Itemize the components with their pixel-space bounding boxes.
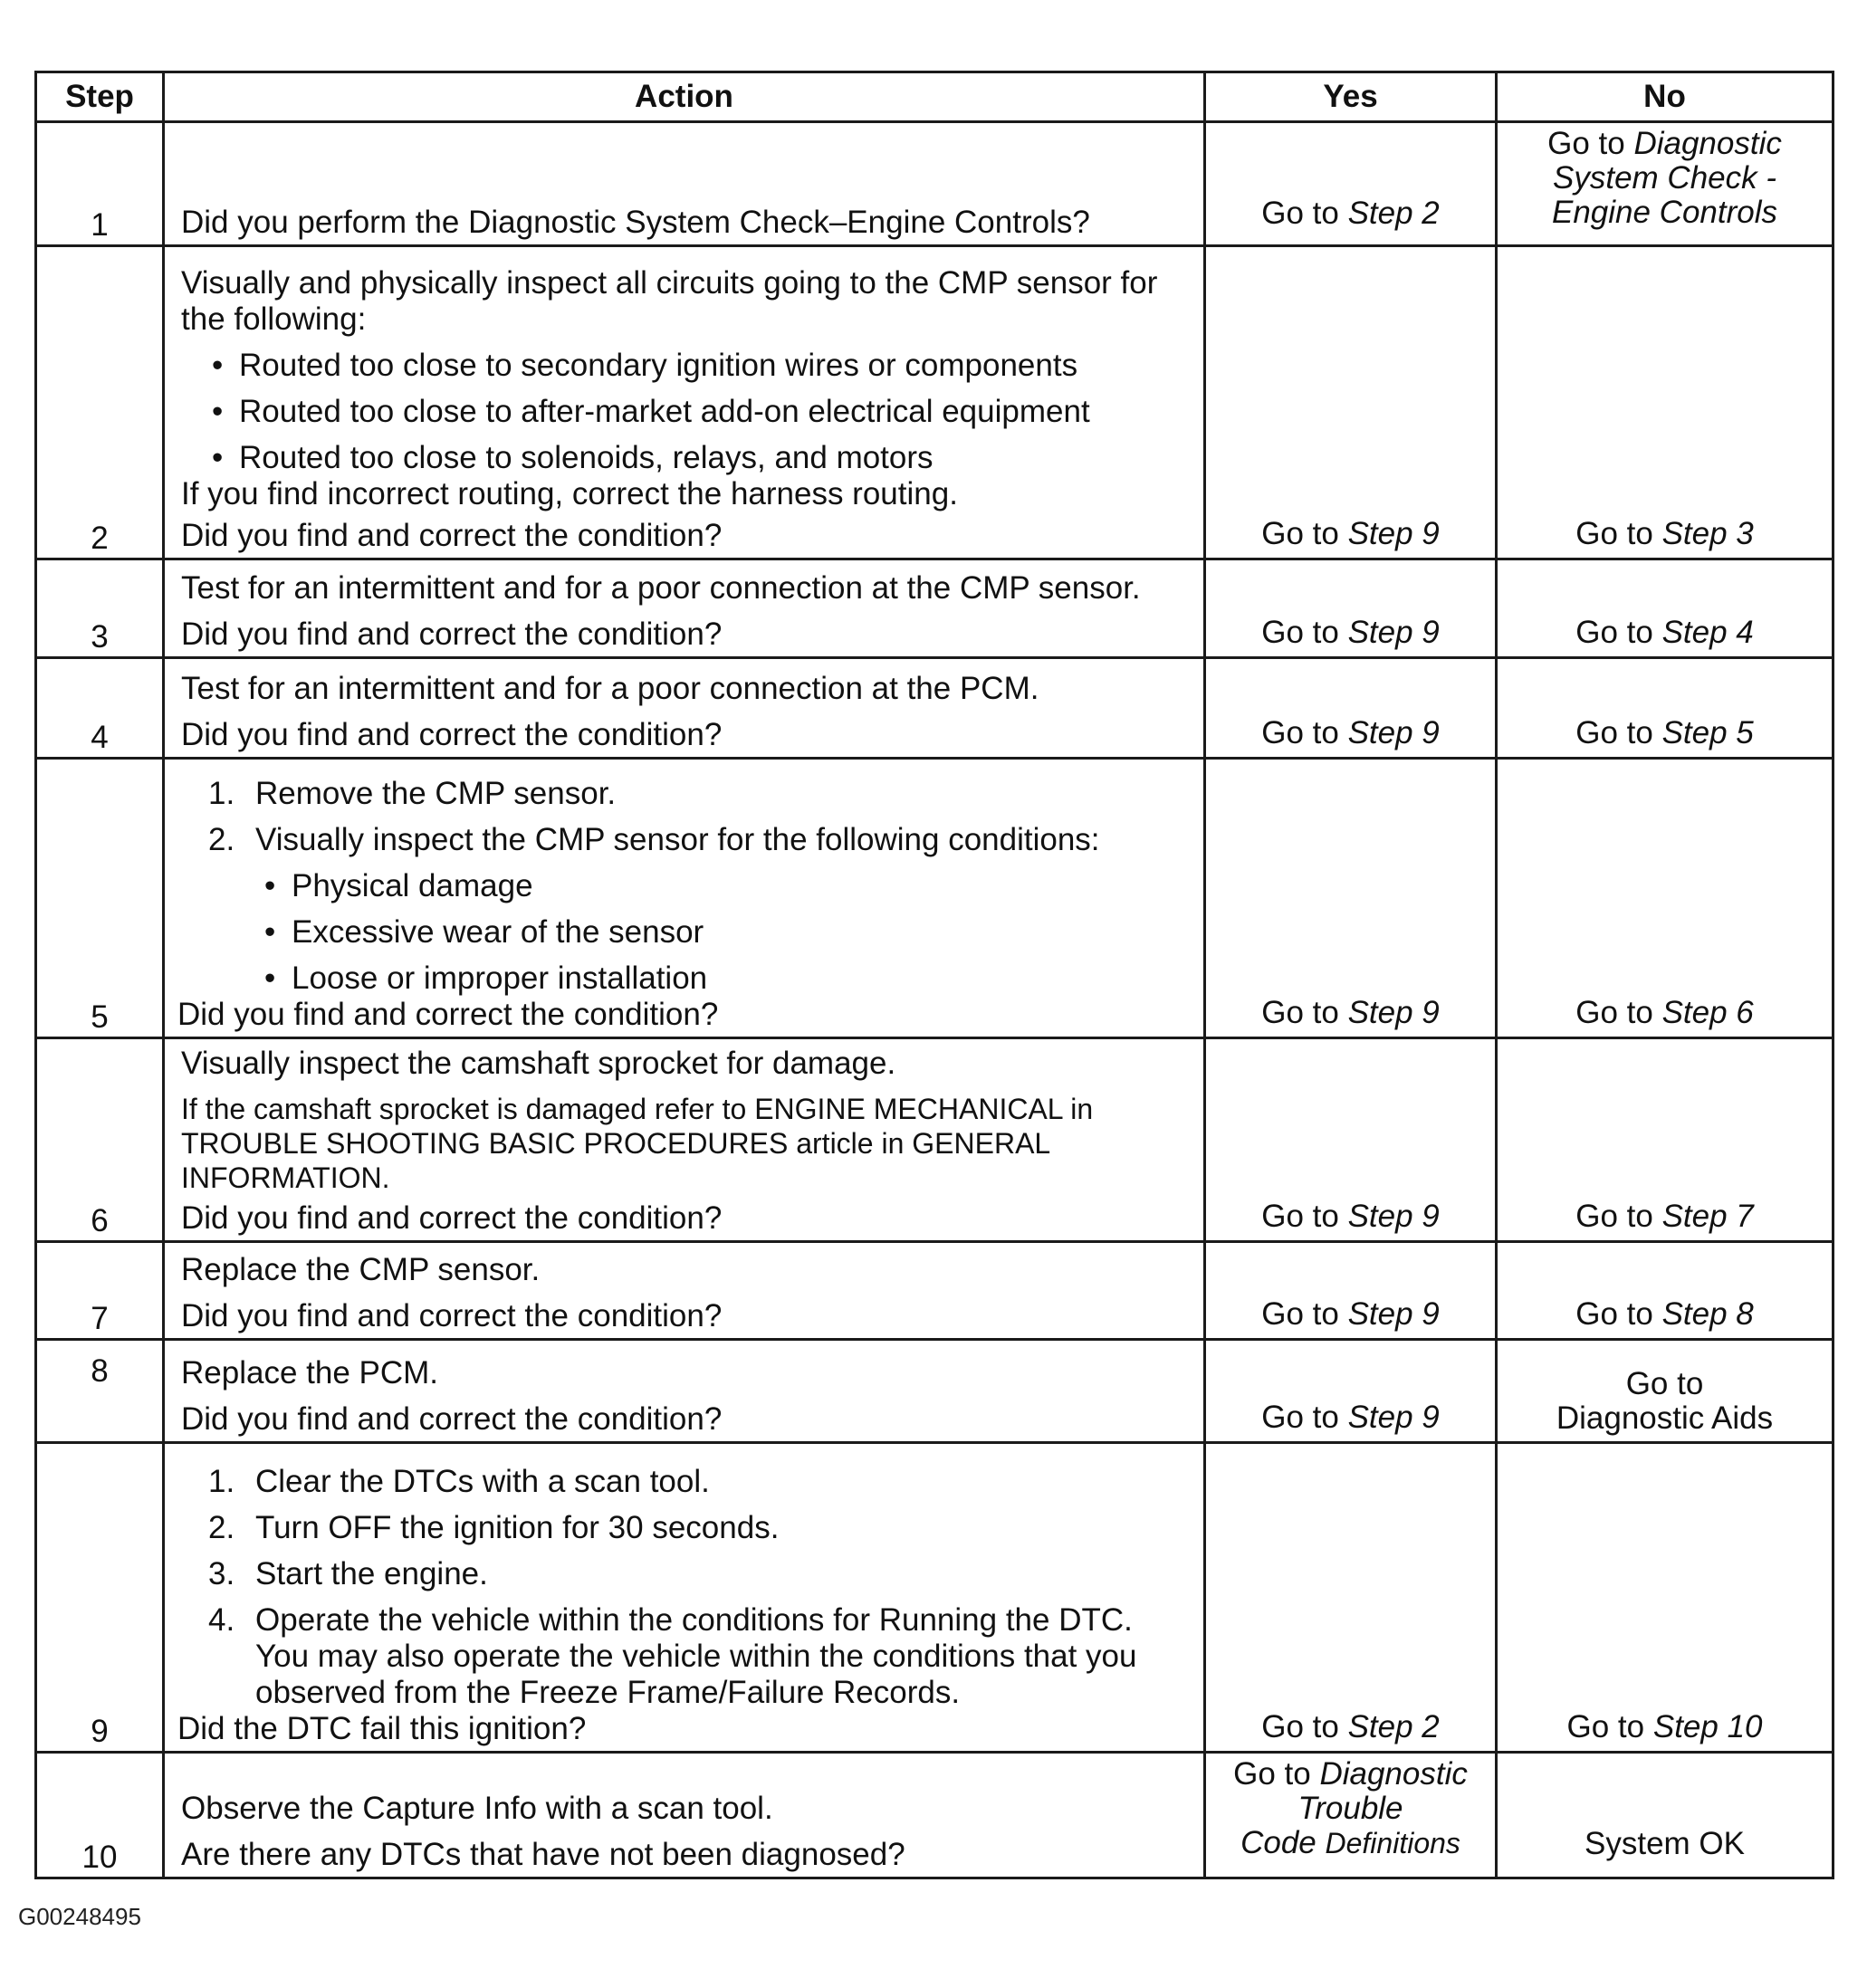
- no-step-ref: Step 7: [1661, 1199, 1754, 1234]
- item-text: Clear the DTCs with a scan tool.: [255, 1464, 710, 1499]
- header-yes: Yes: [1205, 72, 1497, 122]
- numbered-item: [208, 822, 1187, 858]
- figure-id: G00248495: [18, 1903, 141, 1930]
- header-action: Action: [164, 72, 1205, 122]
- no-cell: [1497, 1242, 1833, 1340]
- no-ref-line: System Check -: [1553, 160, 1776, 196]
- step-number: 10: [36, 1753, 164, 1878]
- yes-prefix: Go to: [1261, 1199, 1339, 1234]
- action-cell: [164, 1242, 1205, 1340]
- yes-cell: [1205, 658, 1497, 759]
- step-number: 7: [36, 1242, 164, 1340]
- no-step-ref: Step 6: [1661, 995, 1754, 1030]
- action-intro: Replace the CMP sensor.: [181, 1252, 541, 1287]
- no-cell: [1497, 1443, 1833, 1753]
- no-cell: [1497, 122, 1833, 246]
- step-number: 6: [36, 1038, 164, 1242]
- yes-step-ref: Step 9: [1347, 1400, 1440, 1435]
- action-question: Did you find and correct the condition?: [181, 518, 723, 553]
- item-number: 1.: [208, 1464, 235, 1499]
- no-prefix: Go to: [1575, 715, 1653, 750]
- bullet-item: • Routed too close to secondary ignition wires or components: [212, 348, 1187, 384]
- yes-step-ref: Step 9: [1347, 715, 1440, 750]
- action-intro: Test for an intermittent and for a poor connection at the CMP sensor.: [181, 570, 1141, 606]
- header-no: No: [1497, 72, 1833, 122]
- no-cell: [1497, 1038, 1833, 1242]
- no-step-ref: Step 5: [1661, 715, 1754, 750]
- action-cell: [164, 1340, 1205, 1443]
- action-question: Did the DTC fail this ignition?: [177, 1711, 587, 1746]
- item-text: Turn OFF the ignition for 30 seconds.: [255, 1510, 780, 1545]
- action-question: Did you find and correct the condition?: [181, 1200, 723, 1236]
- action-intro: Replace the PCM.: [181, 1355, 439, 1391]
- yes-cell: [1205, 1242, 1497, 1340]
- yes-step-ref: Step 9: [1347, 1296, 1440, 1332]
- sub-bullet-item: • Excessive wear of the sensor: [264, 914, 1187, 951]
- sub-bullet-item: • Loose or improper installation: [264, 961, 1187, 997]
- step-number: 4: [36, 658, 164, 759]
- action-note: If you find incorrect routing, correct the harness routing.: [181, 476, 958, 511]
- yes-prefix: Go to: [1261, 615, 1339, 650]
- yes-cell: [1205, 759, 1497, 1038]
- yes-cell: [1205, 246, 1497, 559]
- header-step: Step: [36, 72, 164, 122]
- step-number: 8: [36, 1340, 164, 1443]
- no-ref-line: Diagnostic: [1633, 126, 1782, 161]
- yes-step-ref: Step 2: [1347, 1709, 1440, 1744]
- item-number: 4.: [208, 1602, 235, 1638]
- action-intro: Observe the Capture Info with a scan tool.: [181, 1791, 773, 1826]
- yes-step-ref: Step 9: [1347, 995, 1440, 1030]
- step-number: 9: [36, 1443, 164, 1753]
- yes-prefix: Go to: [1261, 196, 1339, 231]
- yes-step-ref: Step 2: [1347, 196, 1440, 231]
- no-cell: [1497, 1340, 1833, 1443]
- step-number: 3: [36, 559, 164, 658]
- item-text: Visually inspect the CMP sensor for the following conditions:: [255, 822, 1100, 857]
- no-step-ref: Step 10: [1652, 1709, 1763, 1744]
- no-cell: [1497, 658, 1833, 759]
- action-question: Did you find and correct the condition?: [181, 1401, 723, 1437]
- no-prefix: Go to: [1547, 126, 1625, 161]
- step-number: 2: [36, 246, 164, 559]
- table-row: [36, 559, 1833, 658]
- no-cell: [1497, 759, 1833, 1038]
- action-intro: Visually and physically inspect all circuits going to the CMP sensor for the following:: [181, 265, 1158, 337]
- numbered-item: [208, 1510, 1187, 1546]
- no-prefix: Go to: [1575, 1296, 1653, 1332]
- action-text: Did you perform the Diagnostic System Check–Engine Controls?: [181, 205, 1090, 240]
- yes-prefix: Go to: [1261, 1709, 1339, 1744]
- action-intro: Visually inspect the camshaft sprocket for damage.: [181, 1046, 896, 1081]
- action-question: Did you find and correct the condition?: [177, 997, 719, 1032]
- yes-cell: [1205, 1038, 1497, 1242]
- no-ref-line: Engine Controls: [1551, 195, 1778, 230]
- action-intro: Test for an intermittent and for a poor connection at the PCM.: [181, 671, 1039, 706]
- step-number: 1: [36, 122, 164, 246]
- yes-step-ref: Step 9: [1347, 1199, 1440, 1234]
- action-cell: [164, 1753, 1205, 1878]
- table-row: [36, 1038, 1833, 1242]
- yes-prefix: Go to: [1261, 516, 1339, 551]
- yes-ref-line: Diagnostic: [1319, 1756, 1468, 1792]
- no-cell: [1497, 559, 1833, 658]
- bullet-item: • Routed too close to solenoids, relays, and motors: [212, 440, 1187, 476]
- action-cell: [164, 246, 1205, 559]
- yes-step-ref: Step 9: [1347, 615, 1440, 650]
- no-step-ref: Step 8: [1661, 1296, 1754, 1332]
- diagnostic-table-container: [34, 71, 1832, 1879]
- yes-cell: [1205, 559, 1497, 658]
- yes-cell: [1205, 122, 1497, 246]
- action-question: Did you find and correct the condition?: [181, 717, 723, 752]
- step-number: 5: [36, 759, 164, 1038]
- no-step-ref: Step 4: [1661, 615, 1754, 650]
- item-number: 3.: [208, 1556, 235, 1591]
- numbered-item: [208, 776, 1187, 812]
- item-text: Operate the vehicle within the conditions for Running the DTC. You may also operate the vehicle within the conditions that you observed from the Freeze Frame/Failure Records.: [255, 1602, 1137, 1710]
- yes-prefix: Go to: [1261, 715, 1339, 750]
- numbered-item: [208, 1556, 1187, 1592]
- table-row: [36, 1753, 1833, 1878]
- no-step-ref: Step 3: [1661, 516, 1754, 551]
- no-prefix: Go to: [1575, 1199, 1653, 1234]
- no-prefix: Go to: [1575, 995, 1653, 1030]
- action-question: Did you find and correct the condition?: [181, 1298, 723, 1333]
- diagnostic-table: [34, 71, 1834, 1879]
- yes-prefix: Go to: [1261, 1400, 1339, 1435]
- yes-ref-line: Code: [1240, 1825, 1316, 1860]
- no-prefix: Go to: [1575, 516, 1653, 551]
- action-cell: [164, 1038, 1205, 1242]
- numbered-item: [208, 1602, 1187, 1711]
- action-question: Did you find and correct the condition?: [181, 616, 723, 652]
- no-cell: [1497, 1753, 1833, 1878]
- yes-prefix: Go to: [1261, 995, 1339, 1030]
- no-prefix: Go to: [1575, 615, 1653, 650]
- table-row: [36, 759, 1833, 1038]
- table-row: [36, 1242, 1833, 1340]
- no-prefix: Go to: [1625, 1366, 1704, 1401]
- action-note: If the camshaft sprocket is damaged refer to ENGINE MECHANICAL in TROUBLE SHOOTING BASIC PROCEDURES article in GENERAL INFORMATION.: [181, 1093, 1094, 1194]
- table-row: [36, 122, 1833, 246]
- numbered-item: [208, 1464, 1187, 1500]
- table-row: [36, 1340, 1833, 1443]
- yes-cell: [1205, 1753, 1497, 1878]
- action-question: Are there any DTCs that have not been diagnosed?: [181, 1837, 905, 1872]
- table-header-row: [36, 72, 1833, 122]
- yes-ref-line: Trouble: [1297, 1791, 1403, 1826]
- item-number: 2.: [208, 822, 235, 857]
- no-target: Diagnostic Aids: [1556, 1400, 1774, 1436]
- no-target: System OK: [1585, 1826, 1745, 1861]
- no-prefix: Go to: [1566, 1709, 1645, 1744]
- action-cell: [164, 658, 1205, 759]
- table-row: [36, 658, 1833, 759]
- yes-cell: [1205, 1443, 1497, 1753]
- bullet-item: • Routed too close to after-market add-on electrical equipment: [212, 394, 1187, 430]
- yes-prefix: Go to: [1261, 1296, 1339, 1332]
- action-cell: [164, 559, 1205, 658]
- yes-step-ref: Step 9: [1347, 516, 1440, 551]
- action-cell: [164, 1443, 1205, 1753]
- item-number: 1.: [208, 776, 235, 811]
- yes-prefix: Go to: [1233, 1756, 1311, 1792]
- action-cell: [164, 122, 1205, 246]
- item-text: Remove the CMP sensor.: [255, 776, 617, 811]
- sub-bullet-item: • Physical damage: [264, 868, 1187, 904]
- table-row: [36, 246, 1833, 559]
- action-cell: [164, 759, 1205, 1038]
- yes-cell: [1205, 1340, 1497, 1443]
- yes-ref-tail: Definitions: [1325, 1827, 1460, 1859]
- item-number: 2.: [208, 1510, 235, 1545]
- item-text: Start the engine.: [255, 1556, 488, 1591]
- table-row: [36, 1443, 1833, 1753]
- no-cell: [1497, 246, 1833, 559]
